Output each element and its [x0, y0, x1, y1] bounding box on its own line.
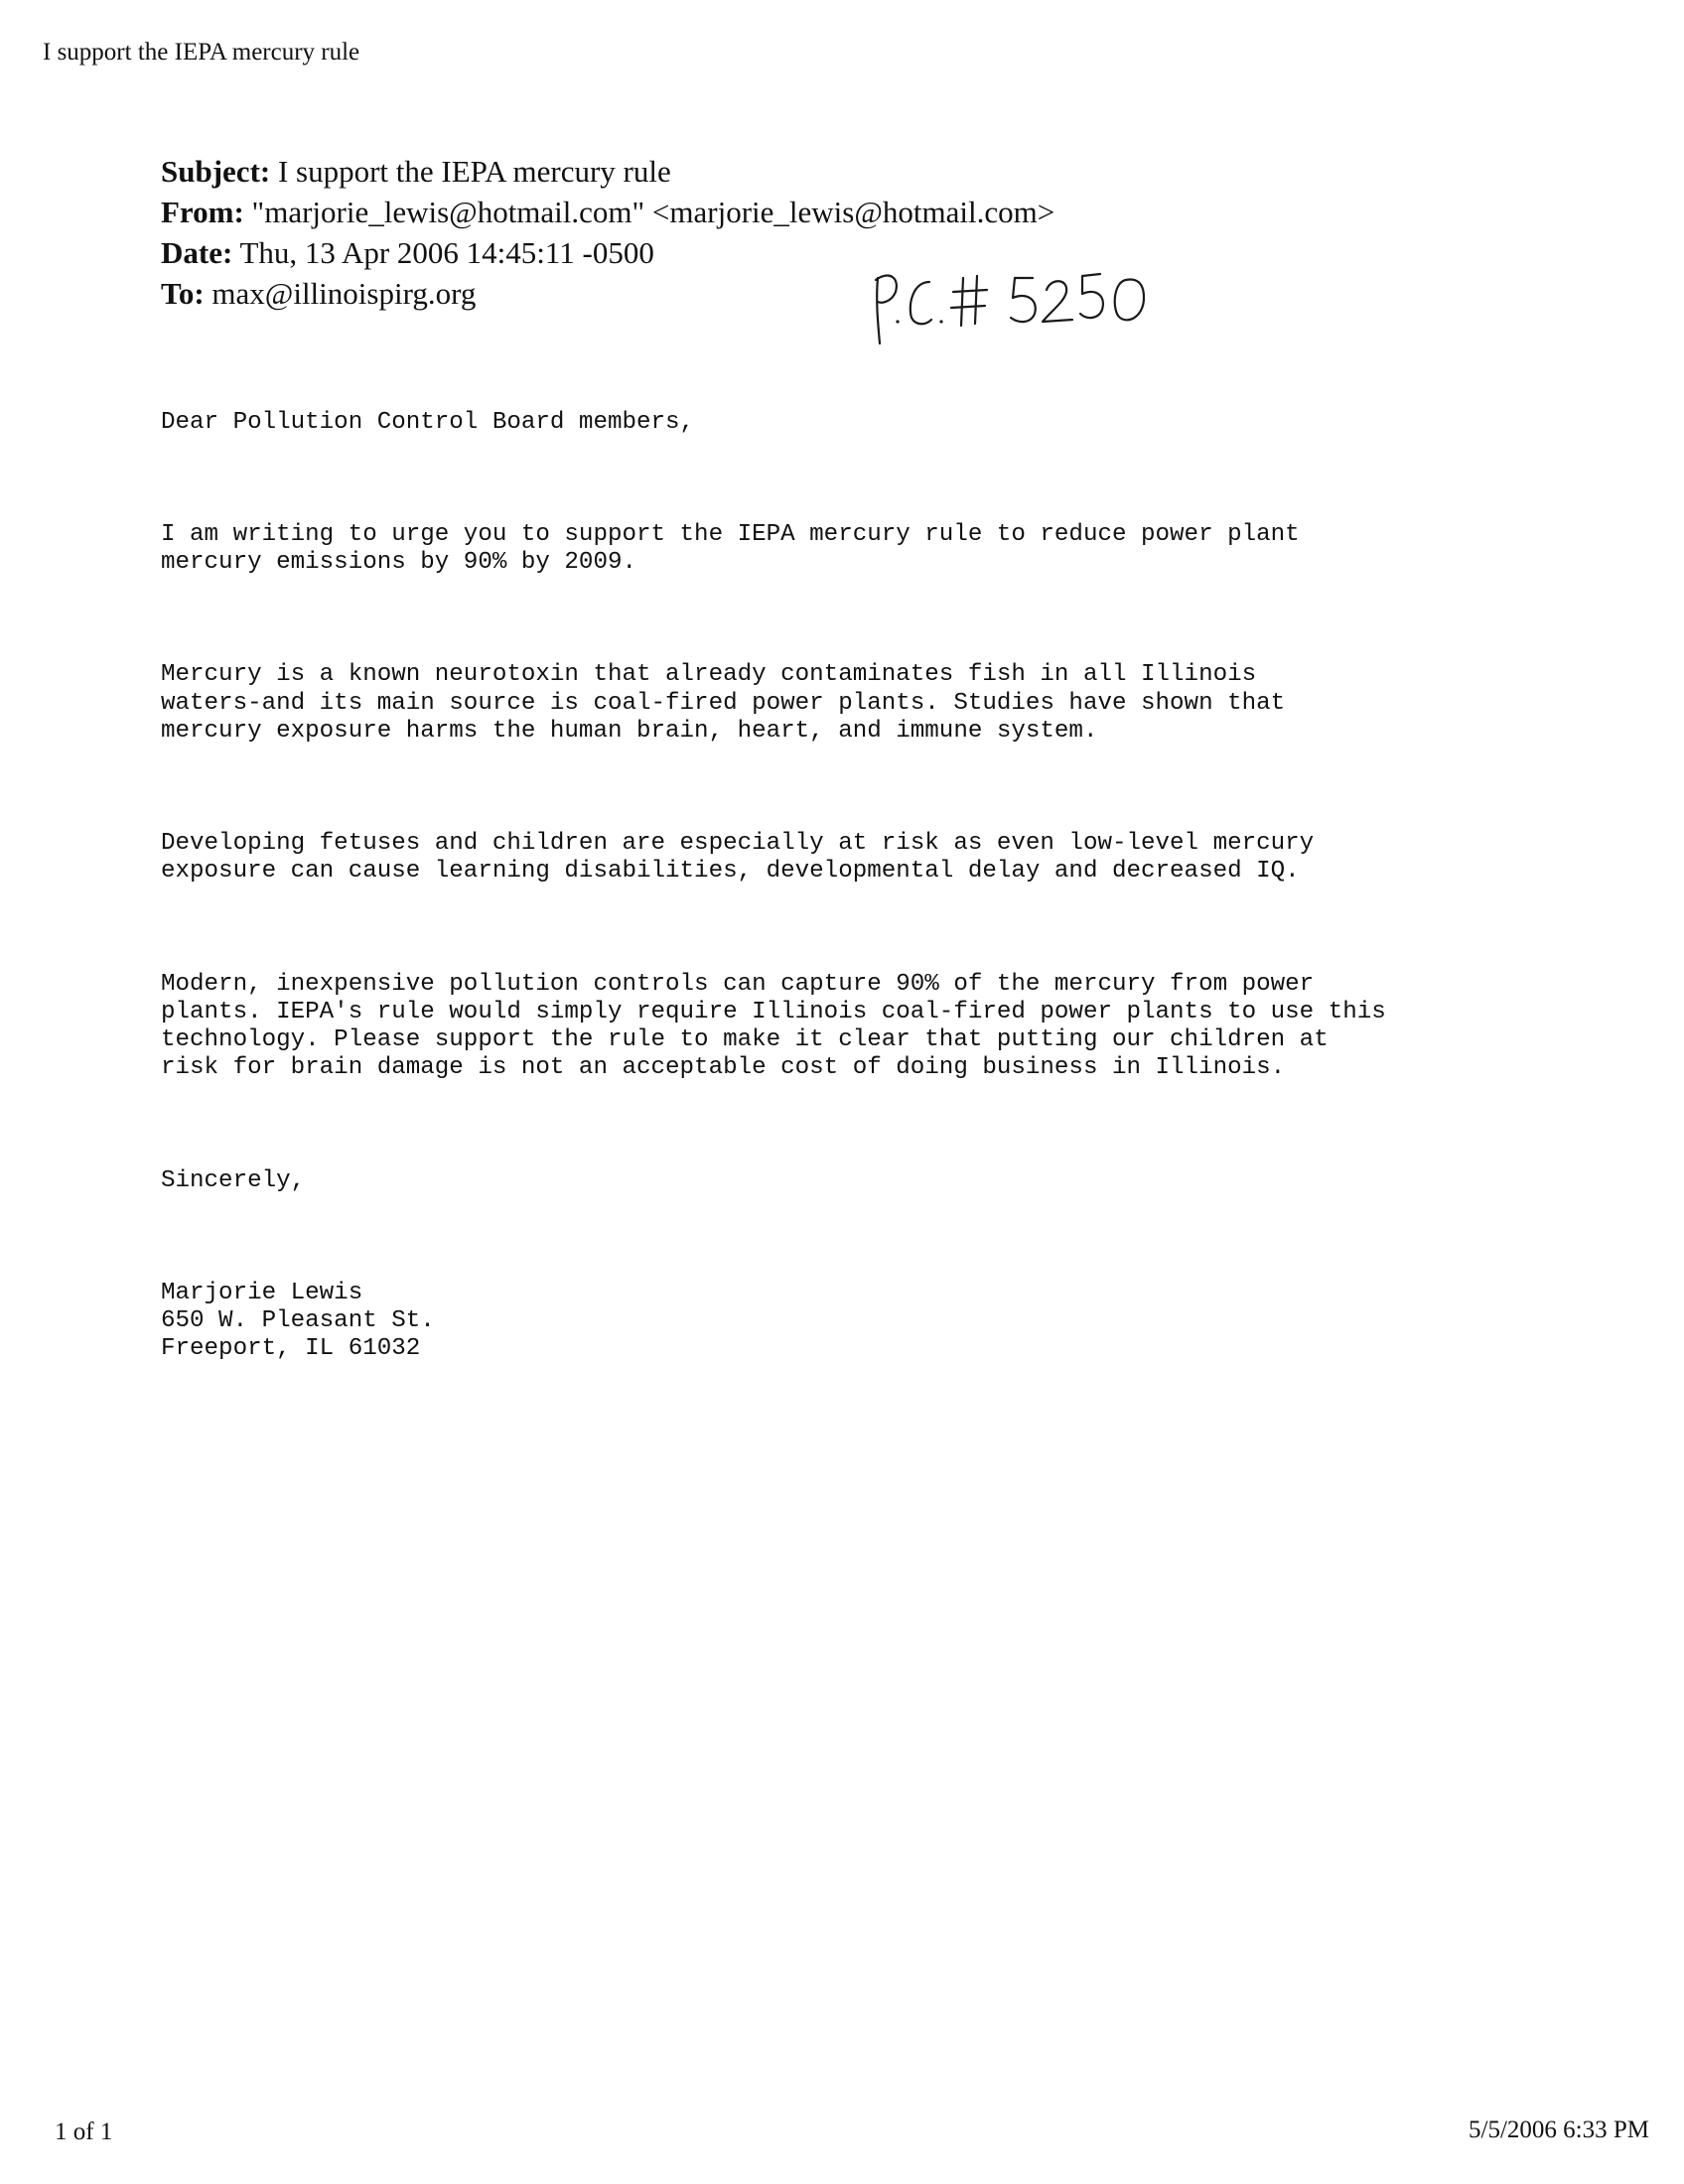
signature-block: Marjorie Lewis 650 W. Pleasant St. Freeport, IL 61032: [161, 1279, 435, 1363]
body-paragraph: Modern, inexpensive pollution controls can capture 90% of the mercury from power plants. IEPA's rule would simply require Illinois coal-fired power plants to use this technology. Please support the rule to make it clear that putting our children at risk for brain damage is not an acceptable cost of doing business in Illinois.: [161, 970, 1386, 1082]
body-paragraph: I am writing to urge you to support the IEPA mercury rule to reduce power plant mercury emissions by 90% by 2009.: [161, 520, 1300, 577]
greeting: Dear Pollution Control Board members,: [161, 408, 695, 436]
date-label: Date:: [161, 235, 233, 270]
subject-value: I support the IEPA mercury rule: [277, 154, 671, 189]
body-paragraph: Developing fetuses and children are especially at risk as even low-level mercury exposure can cause learning disabilities, developmental delay and decreased IQ.: [161, 830, 1315, 886]
from-label: From:: [161, 195, 244, 229]
from-value: "marjorie_lewis@hotmail.com" <marjorie_lewis@hotmail.com>: [251, 195, 1055, 229]
subject-row: [161, 151, 1054, 192]
email-body: [161, 352, 1386, 1420]
closing: Sincerely,: [161, 1166, 306, 1194]
body-paragraph: Mercury is a known neurotoxin that already contaminates fish in all Illinois waters-and its main source is coal-fired power plants. Studies have shown that mercury exposure harms the human brain, heart, and immune system.: [161, 661, 1286, 745]
to-value: max@illinoispirg.org: [211, 276, 477, 311]
handwritten-pc-number-stamp: [856, 260, 1174, 349]
date-value: Thu, 13 Apr 2006 14:45:11 -0500: [239, 235, 654, 270]
print-header-title: I support the IEPA mercury rule: [43, 39, 360, 66]
print-timestamp: 5/5/2006 6:33 PM: [1469, 2116, 1649, 2143]
subject-label: Subject:: [161, 154, 271, 189]
to-label: To:: [161, 276, 205, 311]
page-number: 1 of 1: [55, 2118, 113, 2145]
from-row: [161, 192, 1054, 232]
